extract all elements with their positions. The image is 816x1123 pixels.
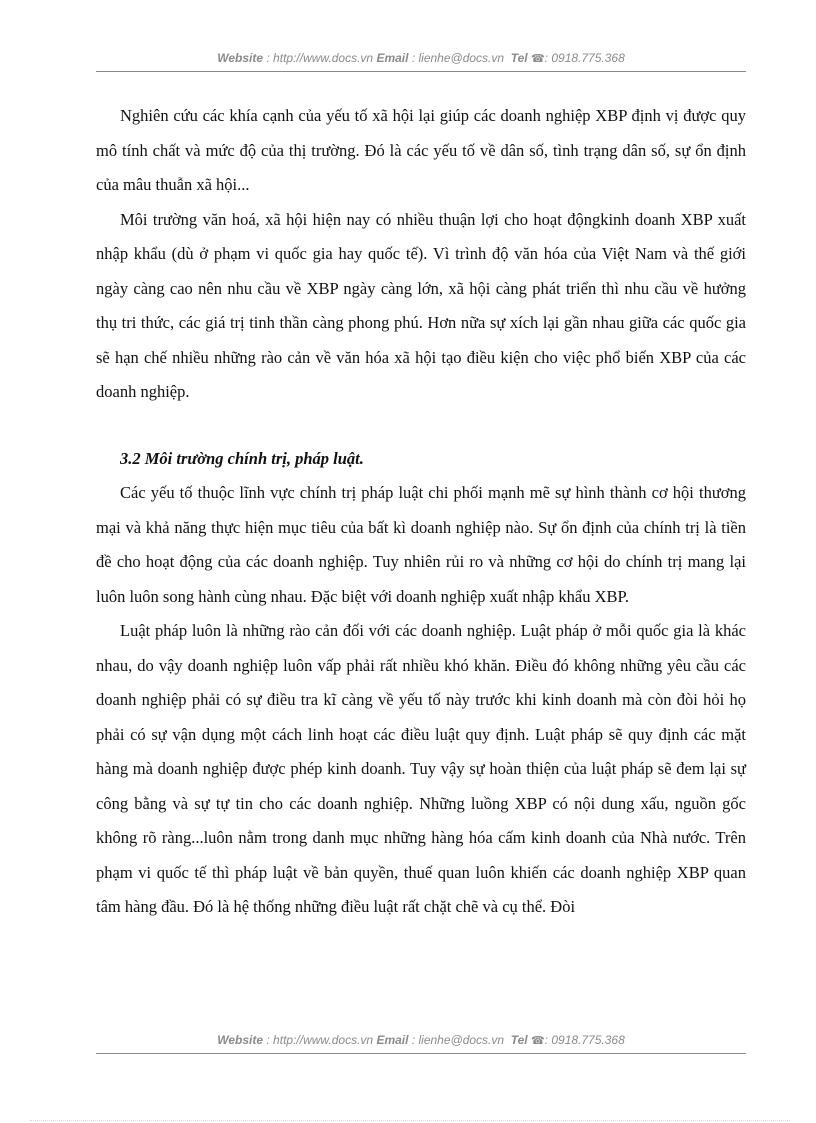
footer-email-link[interactable]: : lienhe@docs.vn (411, 1033, 505, 1047)
footer-divider (96, 1053, 746, 1054)
paragraph-social-factors: Nghiên cứu các khía cạnh của yếu tố xã hội lại giúp các doanh nghiệp XBP định vị được quy mô tính chất và mức độ của thị trường. Đó là các yếu tố về dân số, tình trạng dân số, sự ổn định của mâu thuẫn xã hội... (96, 106, 746, 194)
section-spacer (96, 410, 746, 442)
phone-icon: ☎ (530, 53, 545, 65)
paragraph-political-factors: Các yếu tố thuộc lĩnh vực chính trị pháp luật chi phối mạnh mẽ sự hình thành cơ hội thương mại và khả năng thực hiện mục tiêu của bất kì doanh nghiệp nào. Sự ổn định của chính trị là tiền đề cho hoạt động của các doanh nghiệp. Tuy nhiên rủi ro và những cơ hội do chính trị mang lại luôn luôn song hành cùng nhau. Đặc biệt với doanh nghiệp xuất nhập khẩu XBP. (96, 483, 746, 606)
phone-icon: ☎ (530, 1035, 545, 1047)
footer-tel-value: : 0918.775.368 (544, 1033, 625, 1047)
paragraph-legal-factors: Luật pháp luôn là những rào cản đối với các doanh nghiệp. Luật pháp ở mỗi quốc gia là khác nhau, do vậy doanh nghiệp luôn vấp phải rất nhiều khó khăn. Điều đó không những yêu cầu các doanh nghiệp phải có sự điều tra kĩ càng về yếu tố này trước khi kinh doanh mà còn đòi hỏi họ phải có sự vận dụng một cách linh hoạt các điều luật quy định. Luật pháp sẽ quy định các mặt hàng mà doanh nghiệp được phép kinh doanh. Tuy vậy sự hoàn thiện của luật pháp sẽ đem lại sự công bằng và sự tự tin cho các doanh nghiệp. Những luồng XBP có nội dung xấu, nguồn gốc không rõ ràng...luôn nằm trong danh mục những hàng hóa cấm kinh doanh của Nhà nước. Trên phạm vi quốc tế thì pháp luật về bản quyền, thuế quan luôn khiến các doanh nghiệp XBP quan tâm hàng đầu. Đó là hệ thống những điều luật rất chặt chẽ và cụ thể. Đòi (96, 621, 746, 916)
header-tel-value: : 0918.775.368 (544, 51, 625, 65)
header-website-link[interactable]: : http://www.docs.vn (266, 51, 374, 65)
footer-tel-label: Tel (510, 1033, 528, 1047)
footer-website-link[interactable]: : http://www.docs.vn (266, 1033, 374, 1047)
paragraph-culture-environment: Môi trường văn hoá, xã hội hiện nay có nhiều thuận lợi cho hoạt độngkinh doanh XBP xuất nhập khẩu (dù ở phạm vi quốc gia hay quốc tế). Vì trình độ văn hóa của Việt Nam và thế giới ngày càng cao nên nhu cầu về XBP ngày càng lớn, xã hội càng phát triển thì nhu cầu về hưởng thụ tri thức, các giá trị tinh thần càng phong phú. Hơn nữa sự xích lại gần nhau giữa các quốc gia sẽ hạn chế nhiều những rào cản về văn hóa xã hội tạo điều kiện cho việc phổ biến XBP của các doanh nghiệp. (96, 209, 746, 401)
page-header (96, 51, 746, 65)
header-divider (96, 71, 746, 72)
header-email-link[interactable]: : lienhe@docs.vn (411, 51, 505, 65)
header-website-label: Website (217, 51, 264, 65)
footer-email-label: Email (376, 1033, 409, 1047)
document-body (96, 99, 746, 925)
page-footer (96, 1033, 746, 1047)
header-tel-label: Tel (510, 51, 528, 65)
page-edge-dots (30, 1120, 790, 1121)
footer-website-label: Website (217, 1033, 264, 1047)
header-email-label: Email (376, 51, 409, 65)
section-heading: 3.2 Môi trường chính trị, pháp luật. (120, 448, 364, 468)
